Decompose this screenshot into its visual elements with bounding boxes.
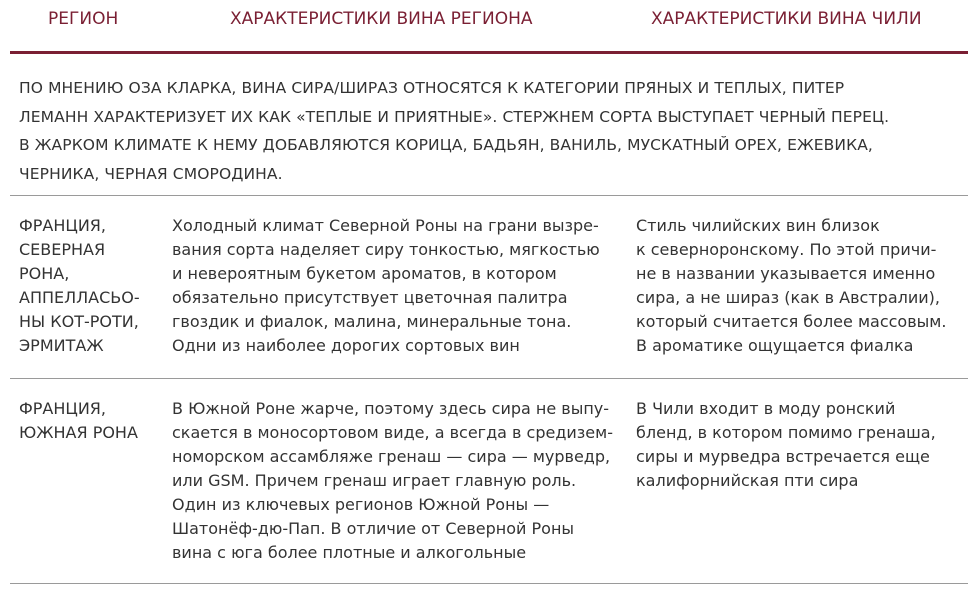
intro-line: В ЖАРКОМ КЛИМАТЕ К НЕМУ ДОБАВЛЯЮТСЯ КОРИЦА, БАДЬЯН, ВАНИЛЬ, МУСКАТНЫЙ ОРЕХ, ЕЖЕВИКА, bbox=[19, 136, 873, 154]
header-chile-wine: ХАРАКТЕРИСТИКИ ВИНА ЧИЛИ bbox=[651, 9, 922, 29]
intro-text bbox=[19, 74, 969, 188]
row-2-region: ФРАНЦИЯ, ЮЖНАЯ РОНА bbox=[19, 399, 138, 442]
header-region-wine: ХАРАКТЕРИСТИКИ ВИНА РЕГИОНА bbox=[230, 9, 533, 29]
row-2-chile-wine: В Чили входит в моду ронский бленд, в котором помимо гренаша, сиры и мурведра встречается еще калифорнийская пти сира bbox=[636, 399, 936, 490]
intro-line: ЛЕМАНН ХАРАКТЕРИЗУЕТ ИХ КАК «ТЕПЛЫЕ И ПРИЯТНЫЕ». СТЕРЖНЕМ СОРТА ВЫСТУПАЕТ ЧЕРНЫЙ ПЕРЕЦ. bbox=[19, 107, 890, 126]
table-header bbox=[0, 0, 978, 52]
row-2-region-wine: В Южной Роне жарче, поэтому здесь сира не выпу- скается в моносортовом виде, а всегда в средизем- номорском ассамбляже гренаш — сира — мурведр, или GSM. Причем гренаш играет главную роль. Один из ключевых регионов Южной Роны — Шатонёф-дю-Пап. В отличие от Северной Роны вина с юга более плотные и алкогольные bbox=[172, 399, 613, 562]
row-divider bbox=[10, 195, 968, 196]
intro-line: ЧЕРНИКА, ЧЕРНАЯ СМОРОДИНА. bbox=[19, 164, 283, 183]
row-divider bbox=[10, 583, 968, 584]
row-divider bbox=[10, 378, 968, 379]
row-1-region: ФРАНЦИЯ, СЕВЕРНАЯ РОНА, АППЕЛЛАСЬО- НЫ КОТ-РОТИ, ЭРМИТАЖ bbox=[19, 216, 140, 355]
row-1-chile-wine: Стиль чилийских вин близок к северноронскому. По этой причи- не в названии указывается именно сира, а не шираз (как в Австралии), который считается более массовым. В ароматике ощущается фиалка bbox=[636, 216, 947, 355]
header-region: РЕГИОН bbox=[48, 9, 119, 29]
intro-line: ПО МНЕНИЮ ОЗА КЛАРКА, ВИНА СИРА/ШИРАЗ ОТНОСЯТСЯ К КАТЕГОРИИ ПРЯНЫХ И ТЕПЛЫХ, ПИТЕР bbox=[19, 79, 845, 97]
header-divider bbox=[10, 51, 968, 54]
row-1-region-wine: Холодный климат Северной Роны на грани вызре- вания сорта наделяет сиру тонкостью, мягкостью и невероятным букетом ароматов, в котором обязательно присутствует цветочная палитра гвоздик и фиалок, малина, минеральные тона. Одни из наиболее дорогих сортовых вин bbox=[172, 216, 600, 355]
